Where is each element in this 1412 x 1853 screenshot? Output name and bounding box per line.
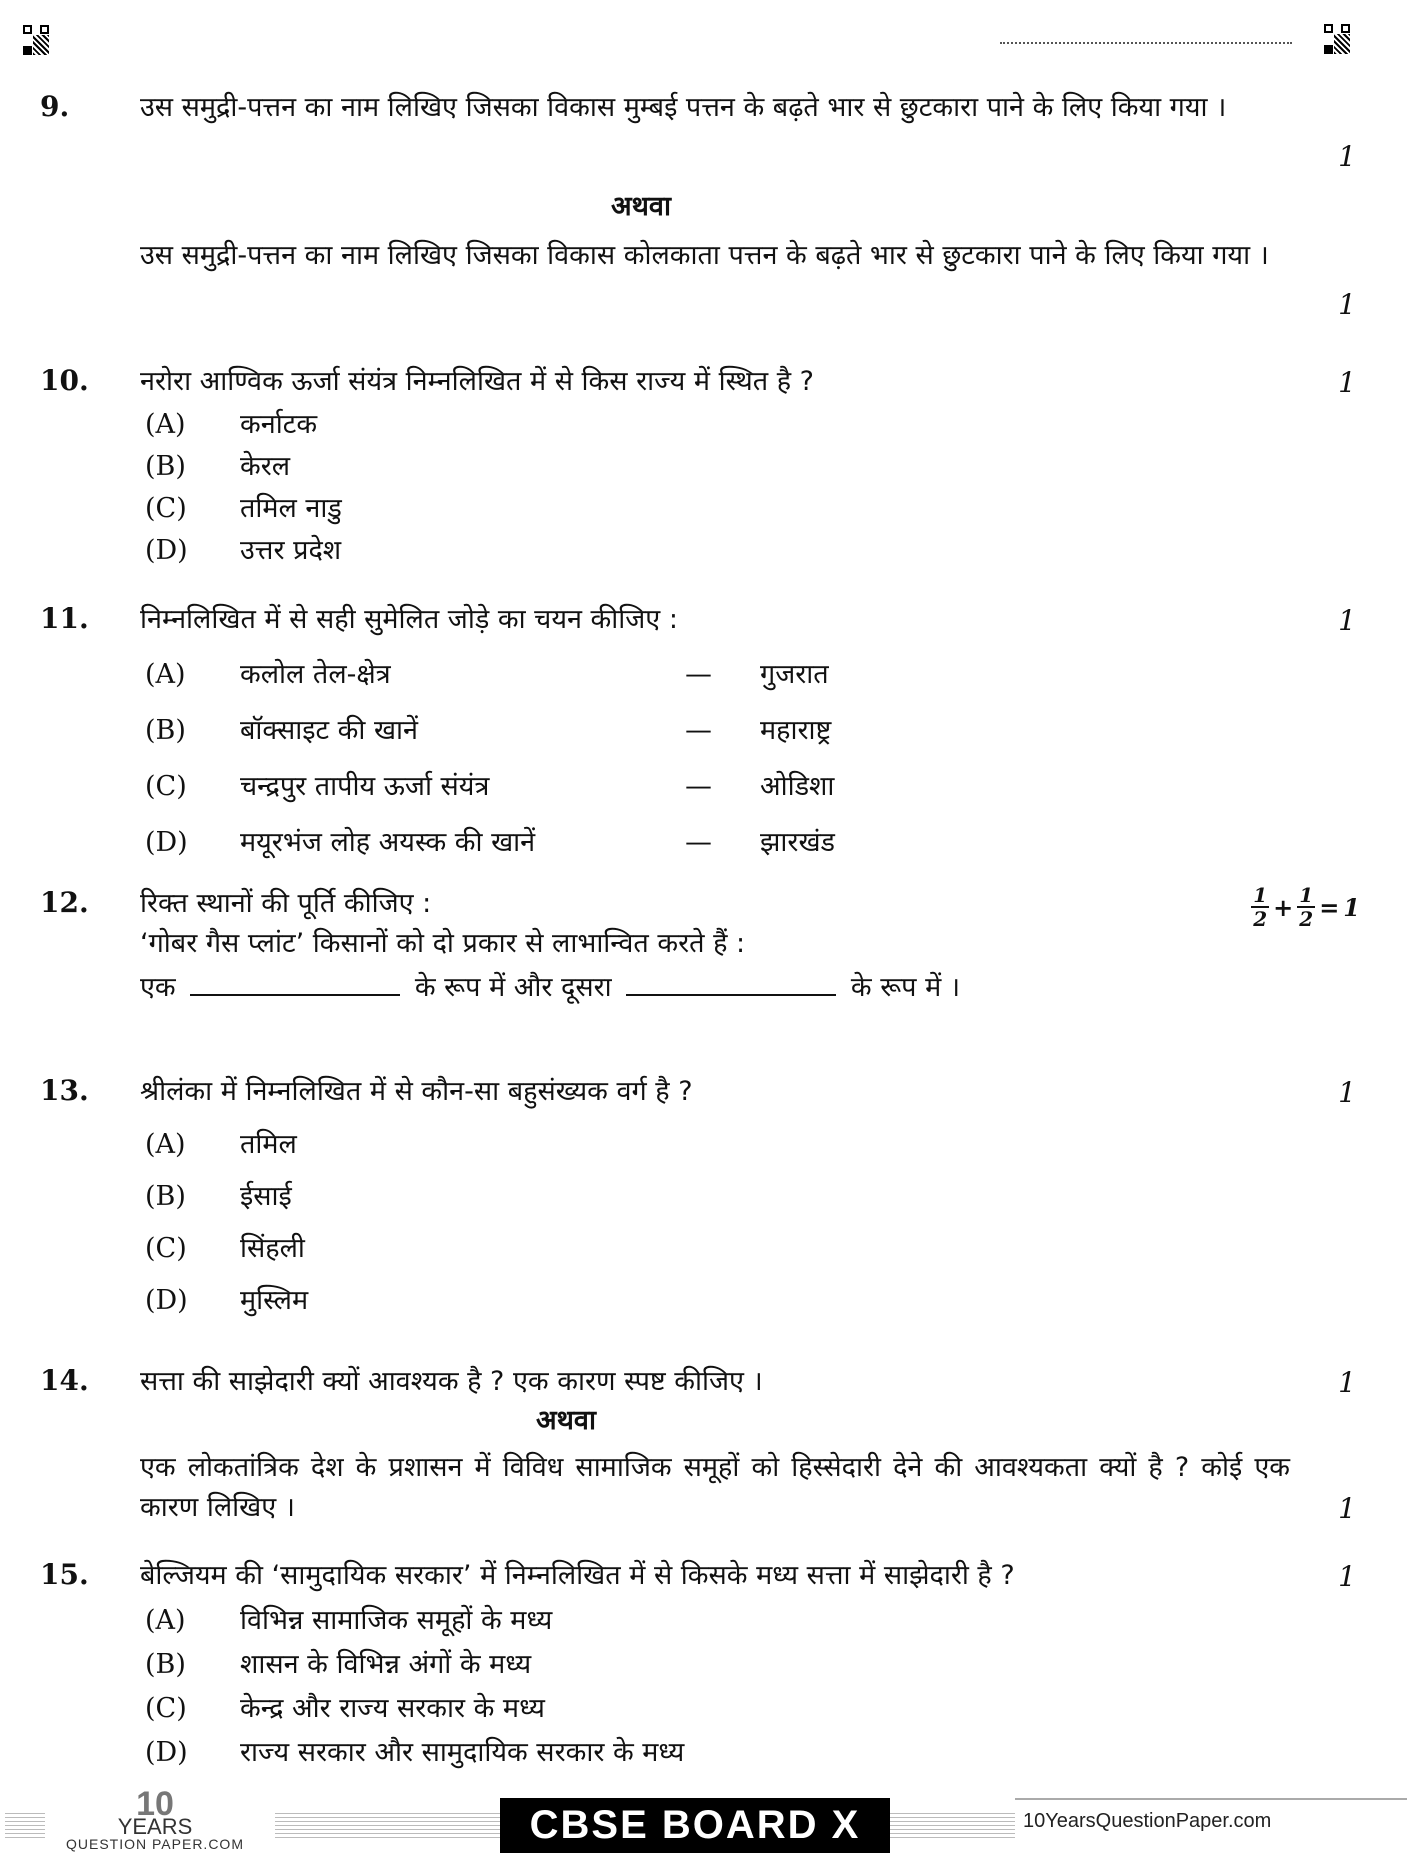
website-link[interactable]: 10YearsQuestionPaper.com: [1023, 1810, 1272, 1832]
option-d: (D) राज्य सरकार और सामुदायिक सरकार के मध्य: [145, 1737, 685, 1768]
question-number: 11.: [40, 602, 89, 635]
question-number: 13.: [40, 1074, 89, 1107]
question-text: निम्नलिखित में से सही सुमेलित जोड़े का चयन कीजिए :: [140, 604, 678, 635]
option-c: (C) सिंहली: [145, 1233, 305, 1264]
question-line-2: ‘गोबर गैस प्लांट’ किसानों को दो प्रकार से लाभान्वित करते हैं :: [140, 928, 746, 959]
question-number: 14.: [40, 1364, 89, 1397]
option-a: (A) कर्नाटक: [145, 409, 318, 440]
option-c: (C) तमिल नाडु: [145, 493, 342, 524]
option-b: (B) बॉक्साइट की खानें: [145, 715, 419, 746]
board-banner: CBSE BOARD X: [500, 1798, 890, 1853]
question-marks: 1: [1338, 366, 1356, 399]
footer: [0, 1785, 1412, 1853]
option-b: (B) शासन के विभिन्न अंगों के मध्य: [145, 1649, 532, 1680]
option-a: (A) विभिन्न सामाजिक समूहों के मध्य: [145, 1605, 553, 1636]
question-text: सत्ता की साझेदारी क्यों आवश्यक है ? एक कारण स्पष्ट कीजिए ।: [140, 1366, 763, 1397]
question-marks: 1: [1338, 1366, 1356, 1399]
option-a: (A) कलोल तेल-क्षेत्र: [145, 659, 391, 690]
option-b: (B) ईसाई: [145, 1181, 292, 1212]
qr-code-icon: [1324, 24, 1350, 54]
footer-stripes-mid: [275, 1810, 500, 1840]
footer-top-rule: [1015, 1798, 1407, 1800]
footer-stripes-right: [890, 1810, 1015, 1840]
footer-stripes-left: [5, 1810, 45, 1840]
alt-question-marks: 1: [1338, 1492, 1356, 1525]
option-d: (D) मुस्लिम: [145, 1285, 309, 1316]
option-b: (B) केरल: [145, 451, 291, 482]
question-number: 15.: [40, 1558, 89, 1591]
alt-question-text: उस समुद्री-पत्तन का नाम लिखिए जिसका विकास कोलकाता पत्तन के बढ़ते भार से छुटकारा पाने के लिए किया गया ।: [140, 240, 1269, 271]
question-number: 9.: [40, 90, 70, 123]
qr-code-icon: [23, 25, 49, 55]
question-marks: 1: [1338, 140, 1356, 173]
or-label: अथवा: [536, 1405, 596, 1436]
option-c-match: — ओडिशा: [685, 771, 835, 802]
fill-in-line: एक के रूप में और दूसरा के रूप में ।: [140, 968, 1290, 1008]
option-b-match: — महाराष्ट्र: [685, 715, 832, 746]
question-marks-fraction: 1 2 + $\frac{1}{2}$ = 1: [1253, 883, 1360, 931]
site-logo: 10 YEARS QUESTION PAPER.COM: [66, 1785, 244, 1852]
alt-question-marks: 1: [1338, 288, 1356, 321]
question-text: श्रीलंका में निम्नलिखित में से कौन-सा बहुसंख्यक वर्ग है ?: [140, 1076, 693, 1107]
option-a-match: — गुजरात: [685, 659, 829, 690]
or-label: अथवा: [611, 191, 671, 222]
option-d-match: — झारखंड: [685, 827, 835, 858]
header-divider: [1000, 42, 1292, 44]
blank-field-1[interactable]: [190, 968, 400, 996]
option-a: (A) तमिल: [145, 1129, 297, 1160]
question-text: उस समुद्री-पत्तन का नाम लिखिए जिसका विकास मुम्बई पत्तन के बढ़ते भार से छुटकारा पाने के लिए किया गया ।: [140, 92, 1227, 123]
question-number: 12.: [40, 886, 89, 919]
question-marks: 1: [1338, 1560, 1356, 1593]
option-d: (D) मयूरभंज लोह अयस्क की खानें: [145, 827, 536, 858]
blank-field-2[interactable]: [626, 968, 836, 996]
question-text: नरोरा आण्विक ऊर्जा संयंत्र निम्नलिखित में से किस राज्य में स्थित है ?: [140, 366, 815, 397]
question-number: 10.: [40, 364, 89, 397]
question-marks: 1: [1338, 1076, 1356, 1109]
question-text: बेल्जियम की ‘सामुदायिक सरकार’ में निम्नलिखित में से किसके मध्य सत्ता में साझेदारी है ?: [140, 1560, 1015, 1591]
question-text: रिक्त स्थानों की पूर्ति कीजिए :: [140, 888, 432, 919]
option-d: (D) उत्तर प्रदेश: [145, 535, 342, 566]
option-c: (C) चन्द्रपुर तापीय ऊर्जा संयंत्र: [145, 771, 490, 802]
alt-question-text: एक लोकतांत्रिक देश के प्रशासन में विविध सामाजिक समूहों को हिस्सेदारी देने की आवश्यकता क्यों है ? कोई एक कारण लिखिए ।: [140, 1452, 1290, 1523]
question-marks: 1: [1338, 604, 1356, 637]
option-c: (C) केन्द्र और राज्य सरकार के मध्य: [145, 1693, 545, 1724]
